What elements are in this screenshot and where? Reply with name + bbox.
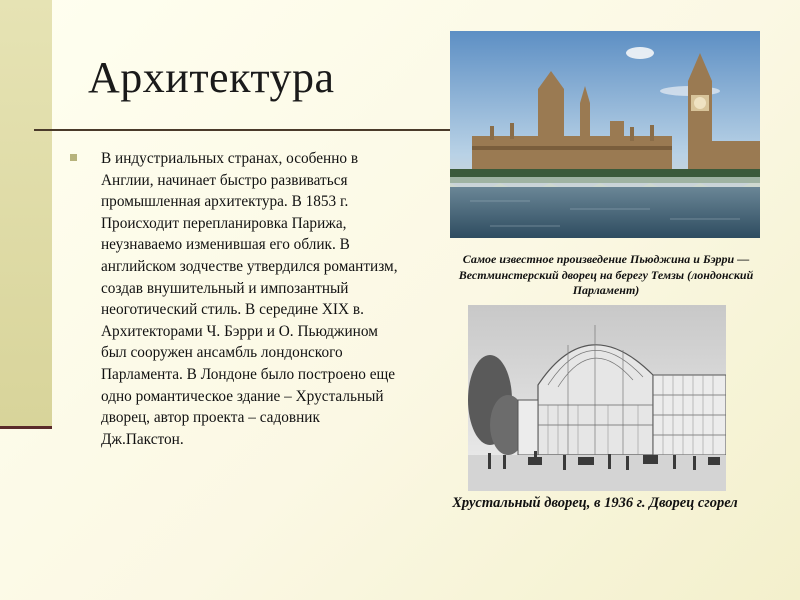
- square-bullet-icon: [70, 154, 77, 161]
- body-text-block: [70, 148, 400, 450]
- westminster-caption: Самое известное произведение Пьюджина и Бэрри — Вестминстерский дворец на берегу Темзы (лондонский Парламент): [458, 252, 754, 297]
- westminster-palace-photo: [450, 31, 760, 238]
- title-divider: [34, 129, 454, 131]
- left-accent-band: [0, 0, 52, 428]
- left-accent-line: [0, 426, 52, 429]
- slide-title: Архитектура: [88, 53, 335, 102]
- crystal-palace-photo: [468, 305, 726, 491]
- body-paragraph: В индустриальных странах, особенно в Англии, начинает быстро развиваться промышленная архитектура. В 1853 г. Происходит перепланировка Парижа, неузнаваемо изменившая его облик. В английском зодчестве утвердился романтизм, создав внушительный и импозантный неоготический стиль. В середине XIX в. Архитекторами Ч. Бэрри и О. Пьюджином был сооружен ансамбль лондонского Парламента. В Лондоне было построено еще одно романтическое здание – Хрустальный дворец, автор проекта – садовник Дж.Пакстон.: [101, 150, 398, 448]
- crystal-palace-caption: Хрустальный дворец, в 1936 г. Дворец сгорел: [452, 495, 738, 511]
